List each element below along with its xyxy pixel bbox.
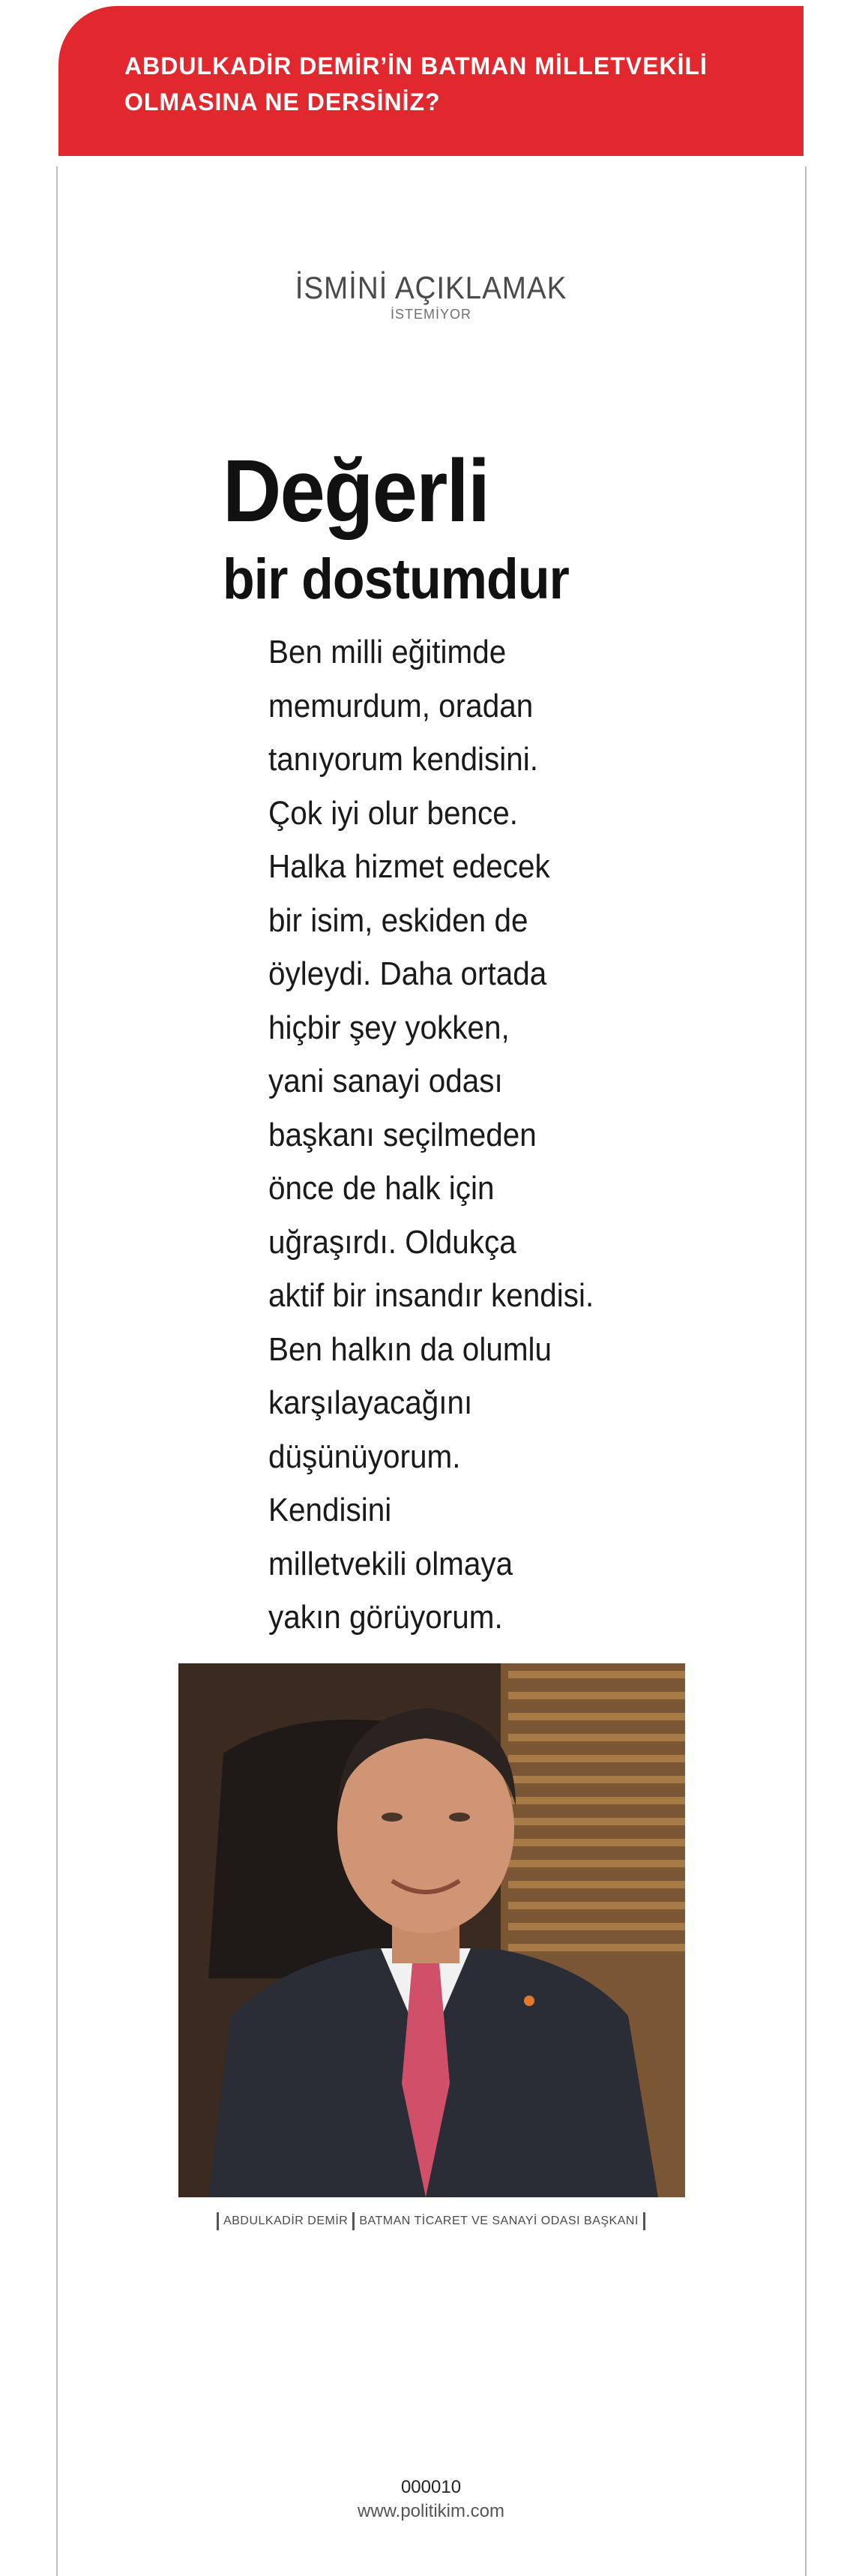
body-line: karşılayacağını bbox=[268, 1384, 473, 1421]
body-line: düşünüyorum. bbox=[268, 1438, 461, 1475]
headline-line-1: Değerli bbox=[223, 442, 489, 541]
body-line: Halka hizmet edecek bbox=[268, 848, 550, 885]
page-footer bbox=[0, 2476, 862, 2524]
body-line: aktif bir insandır kendisi. bbox=[268, 1277, 594, 1314]
body-line: yakın görüyorum. bbox=[268, 1599, 503, 1636]
portrait-photo bbox=[178, 1663, 685, 2197]
body-line: Çok iyi olur bence. bbox=[268, 794, 518, 832]
header-banner bbox=[58, 6, 804, 156]
body-line: memurdum, oradan bbox=[268, 687, 534, 724]
body-line: Kendisini bbox=[268, 1492, 392, 1528]
source-name: İSMİNİ AÇIKLAMAK bbox=[295, 270, 567, 305]
body-line: Ben halkın da olumlu bbox=[268, 1330, 552, 1368]
headline-line-2: bir dostumdur bbox=[223, 547, 569, 611]
body-line: bir isim, eskiden de bbox=[268, 901, 528, 939]
body-line: tanıyorum kendisini. bbox=[268, 741, 538, 778]
caption-divider bbox=[352, 2212, 355, 2230]
caption-name: ABDULKADİR DEMİR bbox=[223, 2215, 349, 2227]
body-line: öyleydi. Daha ortada bbox=[268, 955, 547, 992]
site-url: www.politikim.com bbox=[357, 2501, 505, 2521]
source-subtitle: İSTEMİYOR bbox=[390, 307, 471, 322]
caption-divider bbox=[643, 2212, 645, 2230]
body-line: hiçbir şey yokken, bbox=[268, 1009, 510, 1046]
caption-divider bbox=[217, 2212, 219, 2230]
body-line: yani sanayi odası bbox=[268, 1063, 503, 1099]
source-block bbox=[0, 270, 862, 322]
body-line: milletvekili olmaya bbox=[268, 1545, 513, 1582]
quote-body bbox=[268, 625, 688, 1645]
body-line: başkanı seçilmeden bbox=[268, 1116, 537, 1153]
banner-title: ABDULKADİR DEMİR’İN BATMAN MİLLETVEKİLİ OLMASINA NE DERSİNİZ? bbox=[124, 52, 708, 115]
body-line: uğraşırdı. Oldukça bbox=[268, 1223, 516, 1261]
body-line: Ben milli eğitimde bbox=[268, 634, 507, 670]
portrait-illustration bbox=[178, 1663, 685, 2197]
body-line: önce de halk için bbox=[268, 1170, 495, 1207]
photo-caption bbox=[0, 2212, 862, 2230]
caption-role: BATMAN TİCARET VE SANAYİ ODASI BAŞKANI bbox=[359, 2215, 639, 2227]
page-number: 000010 bbox=[400, 2477, 462, 2497]
